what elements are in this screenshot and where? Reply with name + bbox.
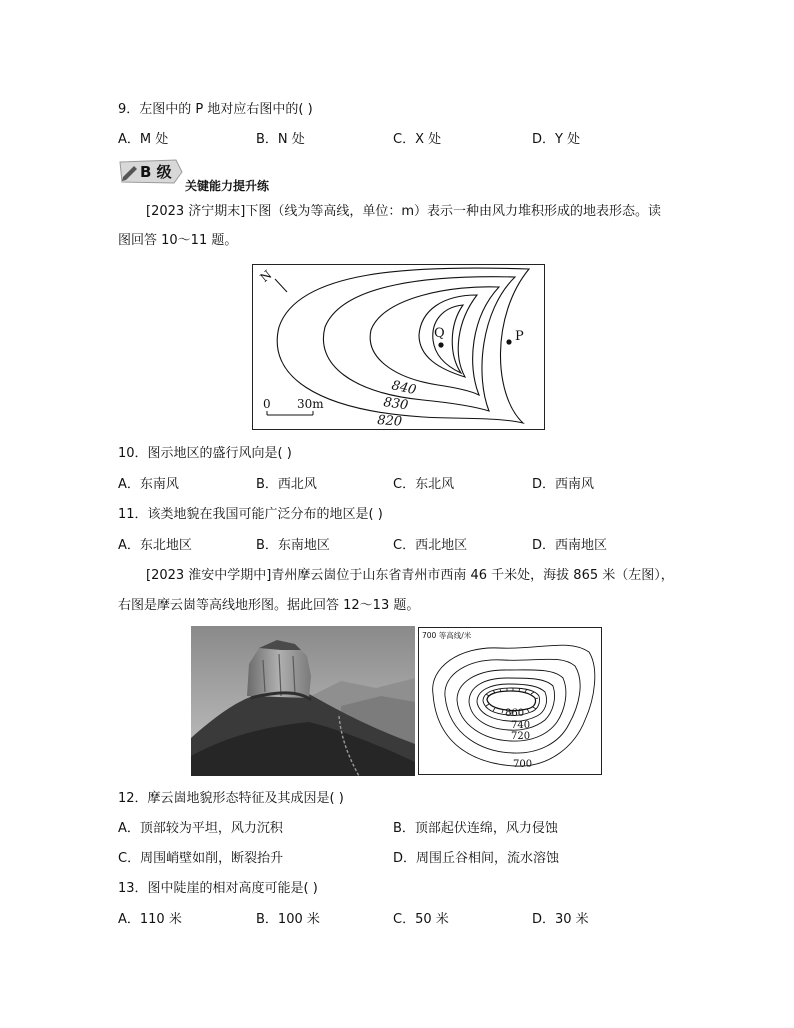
q9-option-d: D．Y 处: [532, 132, 581, 147]
q11-option-c: C．西北地区: [393, 538, 468, 553]
point-q-marker: [438, 342, 443, 347]
q12-stem: 12．摩云崮地貌形态特征及其成因是( ): [118, 791, 344, 806]
north-arrow-icon: [257, 267, 287, 292]
contour-label-740: 740: [511, 720, 531, 731]
q10-option-c: C．东北风: [393, 477, 455, 492]
legend-text: 700 等高线/米: [422, 631, 472, 640]
legend: [422, 630, 472, 640]
q11-stem: 11．该类地貌在我国可能广泛分布的地区是( ): [118, 507, 383, 522]
q11-option-d: D．西南地区: [532, 538, 608, 553]
q10-option-d: D．西南风: [532, 477, 595, 492]
point-p-marker: [506, 339, 511, 344]
passage2-line1: [2023 淮安中学期中]青州摩云崮位于山东省青州市西南 46 千米处，海拔 865 米（左图），: [146, 568, 674, 583]
section-title: 关键能力提升练: [185, 179, 270, 193]
contour-label-860: 860: [505, 708, 525, 719]
q12-option-b: B．顶部起伏连绵，风力侵蚀: [393, 821, 558, 836]
q10-option-b: B．西北风: [256, 477, 317, 492]
q11-option-a: A．东北地区: [118, 538, 192, 553]
q9-option-b: B．N 处: [256, 132, 305, 147]
point-q-label: Q: [434, 326, 445, 341]
moyungu-photo: [191, 626, 415, 776]
scale-length: 30m: [297, 397, 324, 411]
q10-option-a: A．东南风: [118, 477, 179, 492]
passage1-line2: 图回答 10～11 题。: [118, 233, 238, 248]
q13-stem: 13．图中陡崖的相对高度可能是( ): [118, 881, 318, 896]
contour-label-820: 820: [376, 413, 403, 428]
q13-option-c: C．50 米: [393, 912, 449, 927]
q12-option-c: C．周围峭壁如削，断裂抬升: [118, 851, 284, 866]
dune-contour-map: [252, 264, 545, 430]
q12-option-a: A．顶部较为平坦，风力沉积: [118, 821, 283, 836]
contour-label-840: 840: [390, 378, 418, 399]
level-badge: [118, 158, 184, 184]
point-p-label: P: [515, 329, 524, 344]
scale-zero: 0: [263, 397, 271, 411]
passage2-line2: 右图是摩云崮等高线地形图。据此回答 12～13 题。: [118, 598, 420, 613]
q9-option-c: C．X 处: [393, 132, 442, 147]
contour-label-700: 700: [513, 759, 533, 770]
contour-label-830: 830: [382, 395, 410, 414]
contour-label-720: 720: [511, 731, 531, 742]
q9-stem: 9．左图中的 P 地对应右图中的( ): [118, 102, 313, 117]
q10-stem: 10．图示地区的盛行风向是( ): [118, 446, 292, 461]
q9-option-a: A．M 处: [118, 132, 169, 147]
q13-option-d: D．30 米: [532, 912, 589, 927]
north-label: N: [257, 267, 275, 285]
contour-830: [323, 277, 515, 414]
moyungu-contour-map: [418, 627, 602, 775]
q13-option-a: A．110 米: [118, 912, 182, 927]
passage1-line1: [2023 济宁期末]下图（线为等高线，单位：m）表示一种由风力堆积形成的地表形态。读: [146, 204, 662, 219]
q11-option-b: B．东南地区: [256, 538, 330, 553]
badge-text: B 级: [140, 163, 172, 181]
q12-option-d: D．周围丘谷相间，流水溶蚀: [393, 851, 560, 866]
q13-option-b: B．100 米: [256, 912, 320, 927]
